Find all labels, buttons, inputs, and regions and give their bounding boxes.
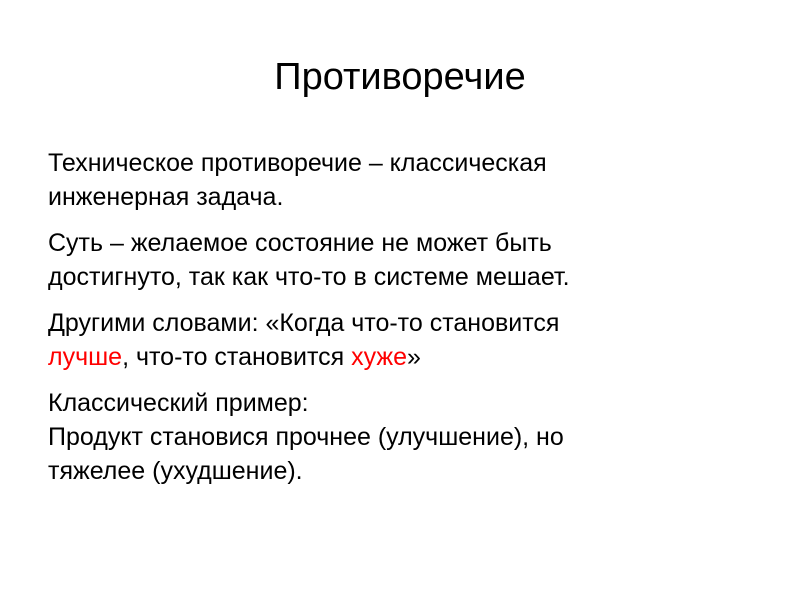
slide-body xyxy=(48,146,748,500)
paragraph-line: Суть – желаемое состояние не может быть xyxy=(48,229,552,257)
text-end: » xyxy=(407,343,421,371)
text-middle: , что-то становится xyxy=(122,343,352,371)
paragraph-line: Продукт становися прочнее (улучшение), но xyxy=(48,423,564,451)
paragraph-in-other-words xyxy=(48,306,748,374)
highlight-better: лучше xyxy=(48,343,123,371)
paragraph-line: инженерная задача. xyxy=(48,183,284,211)
paragraph-line: достигнуто, так как что-то в системе мешает. xyxy=(48,263,570,291)
slide-title: Противоречие xyxy=(274,56,526,98)
paragraph-technical-contradiction xyxy=(48,146,748,214)
paragraph-line-highlighted xyxy=(48,340,748,374)
paragraph-essence xyxy=(48,226,748,294)
paragraph-classic-example xyxy=(48,386,748,488)
paragraph-line: Классический пример: xyxy=(48,389,309,417)
paragraph-line: тяжелее (ухудшение). xyxy=(48,457,303,485)
paragraph-line: Техническое противоречие – классическая xyxy=(48,149,547,177)
highlight-worse: хуже xyxy=(351,343,408,371)
paragraph-line: Другими словами: «Когда что-то становится xyxy=(48,309,560,337)
